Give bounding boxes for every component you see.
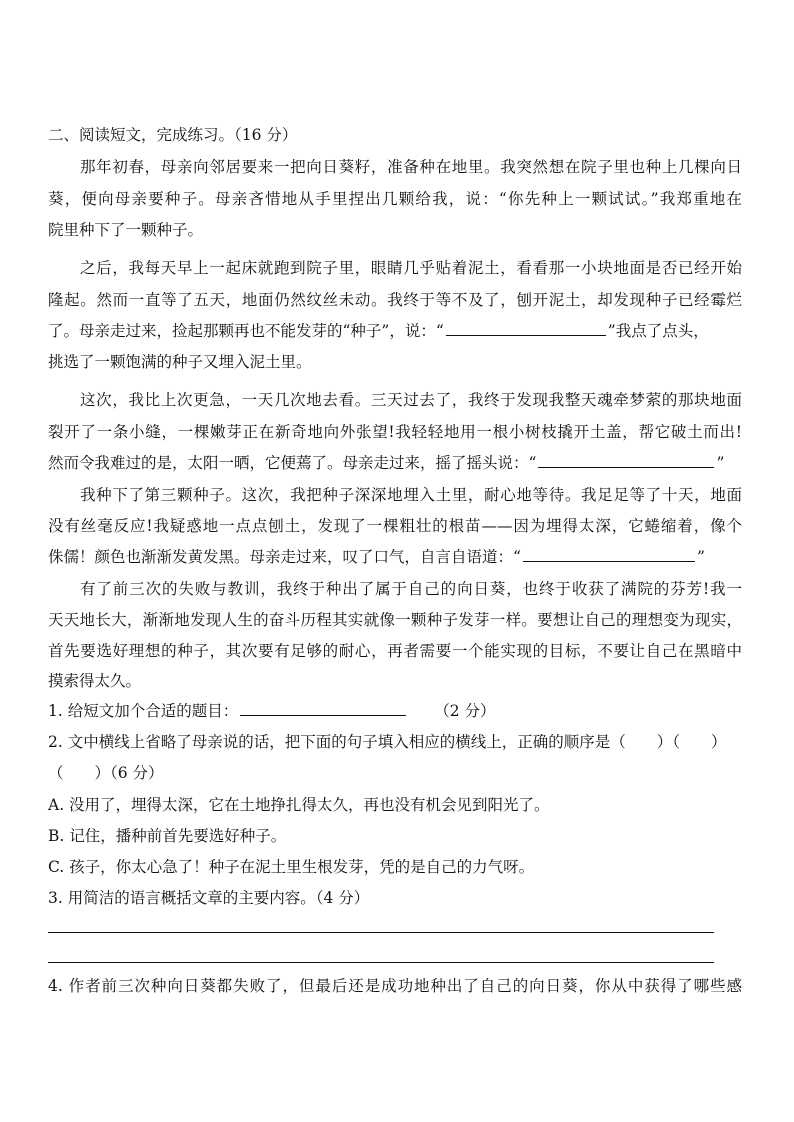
passage-p1-line2: 葵，便向母亲要种子。母亲吝惜地从手里捏出几颗给我，说：“你先种上一颗试试。”我郑重地在: [48, 190, 742, 208]
passage-p2-line3-end: ”我点了点头，: [607, 322, 709, 340]
question-1-text: 1. 给短文加个合适的题目：: [48, 702, 239, 720]
answer-blank-3[interactable]: [523, 547, 695, 562]
passage-p5-line4: 摸索得太久。: [48, 672, 142, 690]
question-4: 4. 作者前三次种向日葵都失败了，但最后还是成功地种出了自己的向日葵，你从中获得了哪些感: [48, 977, 742, 995]
passage-p3-line3-end: ”: [716, 454, 725, 472]
option-b: B. 记住，播种前首先要选好种子。: [48, 827, 287, 845]
option-c: C. 孩子，你太心急了！种子在泥土里生根发芽，凭的是自己的力气呀。: [48, 858, 535, 876]
section-title: 二、阅读短文，完成练习。（16 分）: [48, 126, 298, 144]
passage-p3-line3-start: 然而令我难过的是，太阳一晒，它便蔫了。母亲走过来，摇了摇头说：“: [48, 454, 537, 472]
question-2: 2. 文中横线上省略了母亲说的话，把下面的句子填入相应的横线上，正确的顺序是（ ）（ ）: [48, 733, 727, 751]
answer-line-1[interactable]: [48, 932, 714, 933]
passage-p3-line1: 这次，我比上次更急，一天几次地去看。三天过去了，我终于发现我整天魂牵梦萦的那块地面: [80, 391, 742, 409]
passage-p4-line2: 没有丝毫反应!我疑惑地一点点刨土，发现了一棵粗壮的根苗——因为埋得太深，它蜷缩着，像个: [48, 517, 742, 535]
passage-p1-line3: 院里种下了一颗种子。: [48, 221, 204, 239]
passage-p5-line2: 天天地长大，渐渐地发现人生的奋斗历程其实就像一颗种子发芽一样。要想让自己的理想变为现实，: [48, 611, 742, 629]
answer-line-2[interactable]: [48, 962, 714, 963]
passage-p2-line1: 之后，我每天早上一起床就跑到院子里，眼睛几乎贴着泥土，看看那一小块地面是否已经开始: [80, 259, 742, 277]
answer-blank-1[interactable]: [446, 321, 606, 336]
passage-p3-line2: 裂开了一条小缝，一棵嫩芽正在新奇地向外张望!我轻轻地用一根小树枝撬开土盖，帮它破土而出!: [48, 423, 742, 441]
passage-p4-line3-end: ”: [696, 548, 705, 566]
passage-p4-line1: 我种下了第三颗种子。这次，我把种子深深地埋入土里，耐心地等待。我足足等了十天，地面: [80, 486, 742, 504]
passage-p2-line2: 隆起。然而一直等了五天，地面仍然纹丝未动。我终于等不及了，刨开泥土，却发现种子已经霉烂: [48, 291, 742, 309]
passage-p1-line1: 那年初春，母亲向邻居要来一把向日葵籽，准备种在地里。我突然想在院子里也种上几棵向日: [80, 158, 742, 176]
passage-p3-line3: [48, 452, 742, 474]
passage-p4-line3-start: 侏儒！颜色也渐渐发黄发黑。母亲走过来，叹了口气，自言自语道：“: [48, 548, 521, 566]
question-3: 3. 用简洁的语言概括文章的主要内容。（4 分）: [48, 889, 370, 907]
passage-p4-line3: [48, 546, 742, 568]
question-2-cont: （ ）（6 分）: [48, 764, 164, 782]
passage-p5-line3: 首先要选好理想的种子，其次要有足够的耐心，再者需要一个能实现的目标，不要让自己在黑暗中: [48, 642, 742, 660]
passage-p2-line4: 挑选了一颗饱满的种子又埋入泥土里。: [48, 353, 312, 371]
question-1-score: （2 分）: [434, 702, 496, 720]
answer-blank-2[interactable]: [538, 453, 714, 468]
question-1: [48, 700, 742, 722]
passage-p5-line1: 有了前三次的失败与教训，我终于种出了属于自己的向日葵，也终于收获了满院的芬芳!我一: [80, 580, 742, 598]
passage-p2-line3: [48, 320, 742, 342]
option-a: A. 没用了，埋得太深，它在土地挣扎得太久，再也没有机会见到阳光了。: [48, 796, 550, 814]
passage-p2-line3-start: 了。母亲走过来，捡起那颗再也不能发芽的“种子”，说：“: [48, 322, 444, 340]
title-answer-blank[interactable]: [240, 701, 406, 716]
